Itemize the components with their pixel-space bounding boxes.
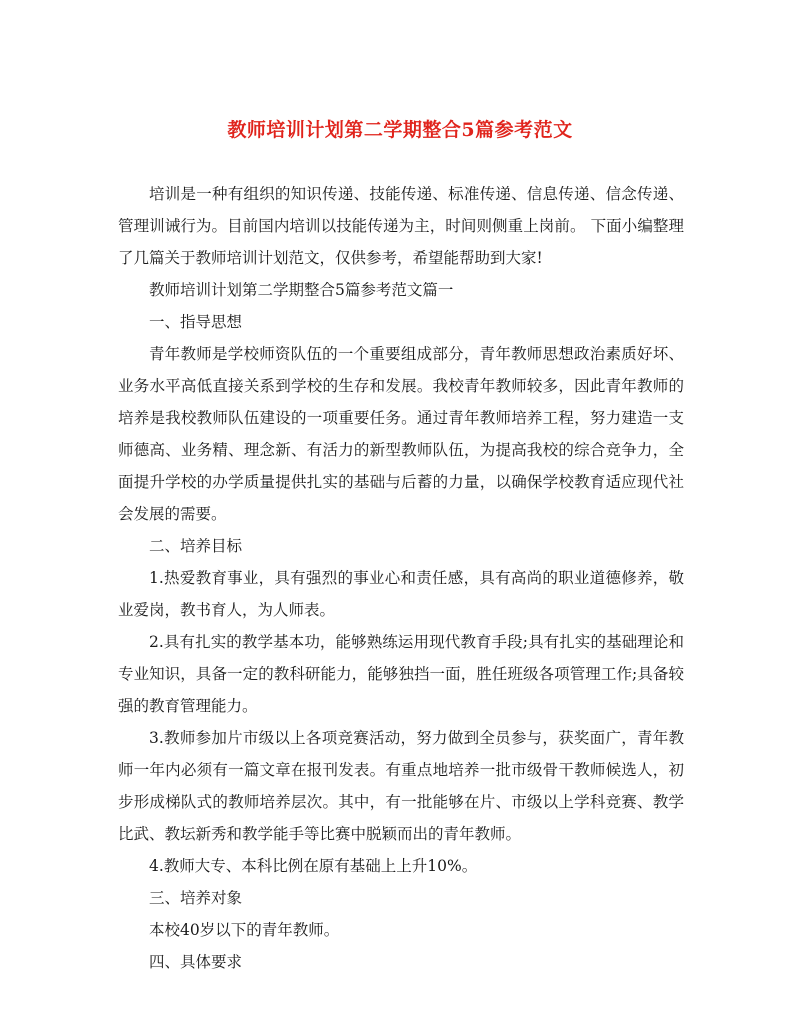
document-title: 教师培训计划第二学期整合5篇参考范文 (227, 119, 573, 141)
paragraph-goal-4: 4.教师大专、本科比例在原有基础上上升10%。 (149, 857, 478, 875)
document-body (118, 178, 684, 978)
heading-training-goals: 二、培养目标 (149, 537, 243, 555)
paragraph-guiding-thought: 青年教师是学校师资队伍的一个重要组成部分，青年教师思想政治素质好坏、业务水平高低直接关系到学校的生存和发展。我校青年教师较多，因此青年教师的培养是我校教师队伍建设的一项重要任务。通过青年教师培养工程，努力建造一支师德高、业务精、理念新、有活力的新型教师队伍，为提高我校的综合竞争力，全面提升学校的办学质量提供扎实的基础与后蓄的力量，以确保学校教育适应现代社会发展的需要。 (118, 345, 684, 523)
paragraph-intro: 培训是一种有组织的知识传递、技能传递、标准传递、信息传递、信念传递、管理训诫行为。目前国内培训以技能传递为主，时间则侧重上岗前。 下面小编整理了几篇关于教师培训计划范文，仅供参考，希望能帮助到大家! (118, 185, 684, 267)
heading-specific-requirements: 四、具体要求 (149, 953, 243, 971)
paragraph-goal-2: 2.具有扎实的教学基本功，能够熟练运用现代教育手段;具有扎实的基础理论和专业知识，具备一定的教科研能力，能够独挡一面，胜任班级各项管理工作;具备较强的教育管理能力。 (118, 633, 684, 715)
paragraph-section-heading: 教师培训计划第二学期整合5篇参考范文篇一 (149, 281, 454, 299)
heading-training-targets: 三、培养对象 (149, 889, 243, 907)
paragraph-training-targets: 本校40岁以下的青年教师。 (149, 921, 340, 939)
paragraph-goal-1: 1.热爱教育事业，具有强烈的事业心和责任感，具有高尚的职业道德修养，敬业爱岗，教书育人，为人师表。 (118, 569, 684, 619)
paragraph-goal-3: 3.教师参加片市级以上各项竞赛活动，努力做到全员参与，获奖面广，青年教师一年内必须有一篇文章在报刊发表。有重点地培养一批市级骨干教师候选人，初步形成梯队式的教师培养层次。其中，有一批能够在片、市级以上学科竞赛、教学比武、教坛新秀和教学能手等比赛中脱颖而出的青年教师。 (118, 729, 684, 843)
heading-guiding-thought: 一、指导思想 (149, 313, 243, 331)
